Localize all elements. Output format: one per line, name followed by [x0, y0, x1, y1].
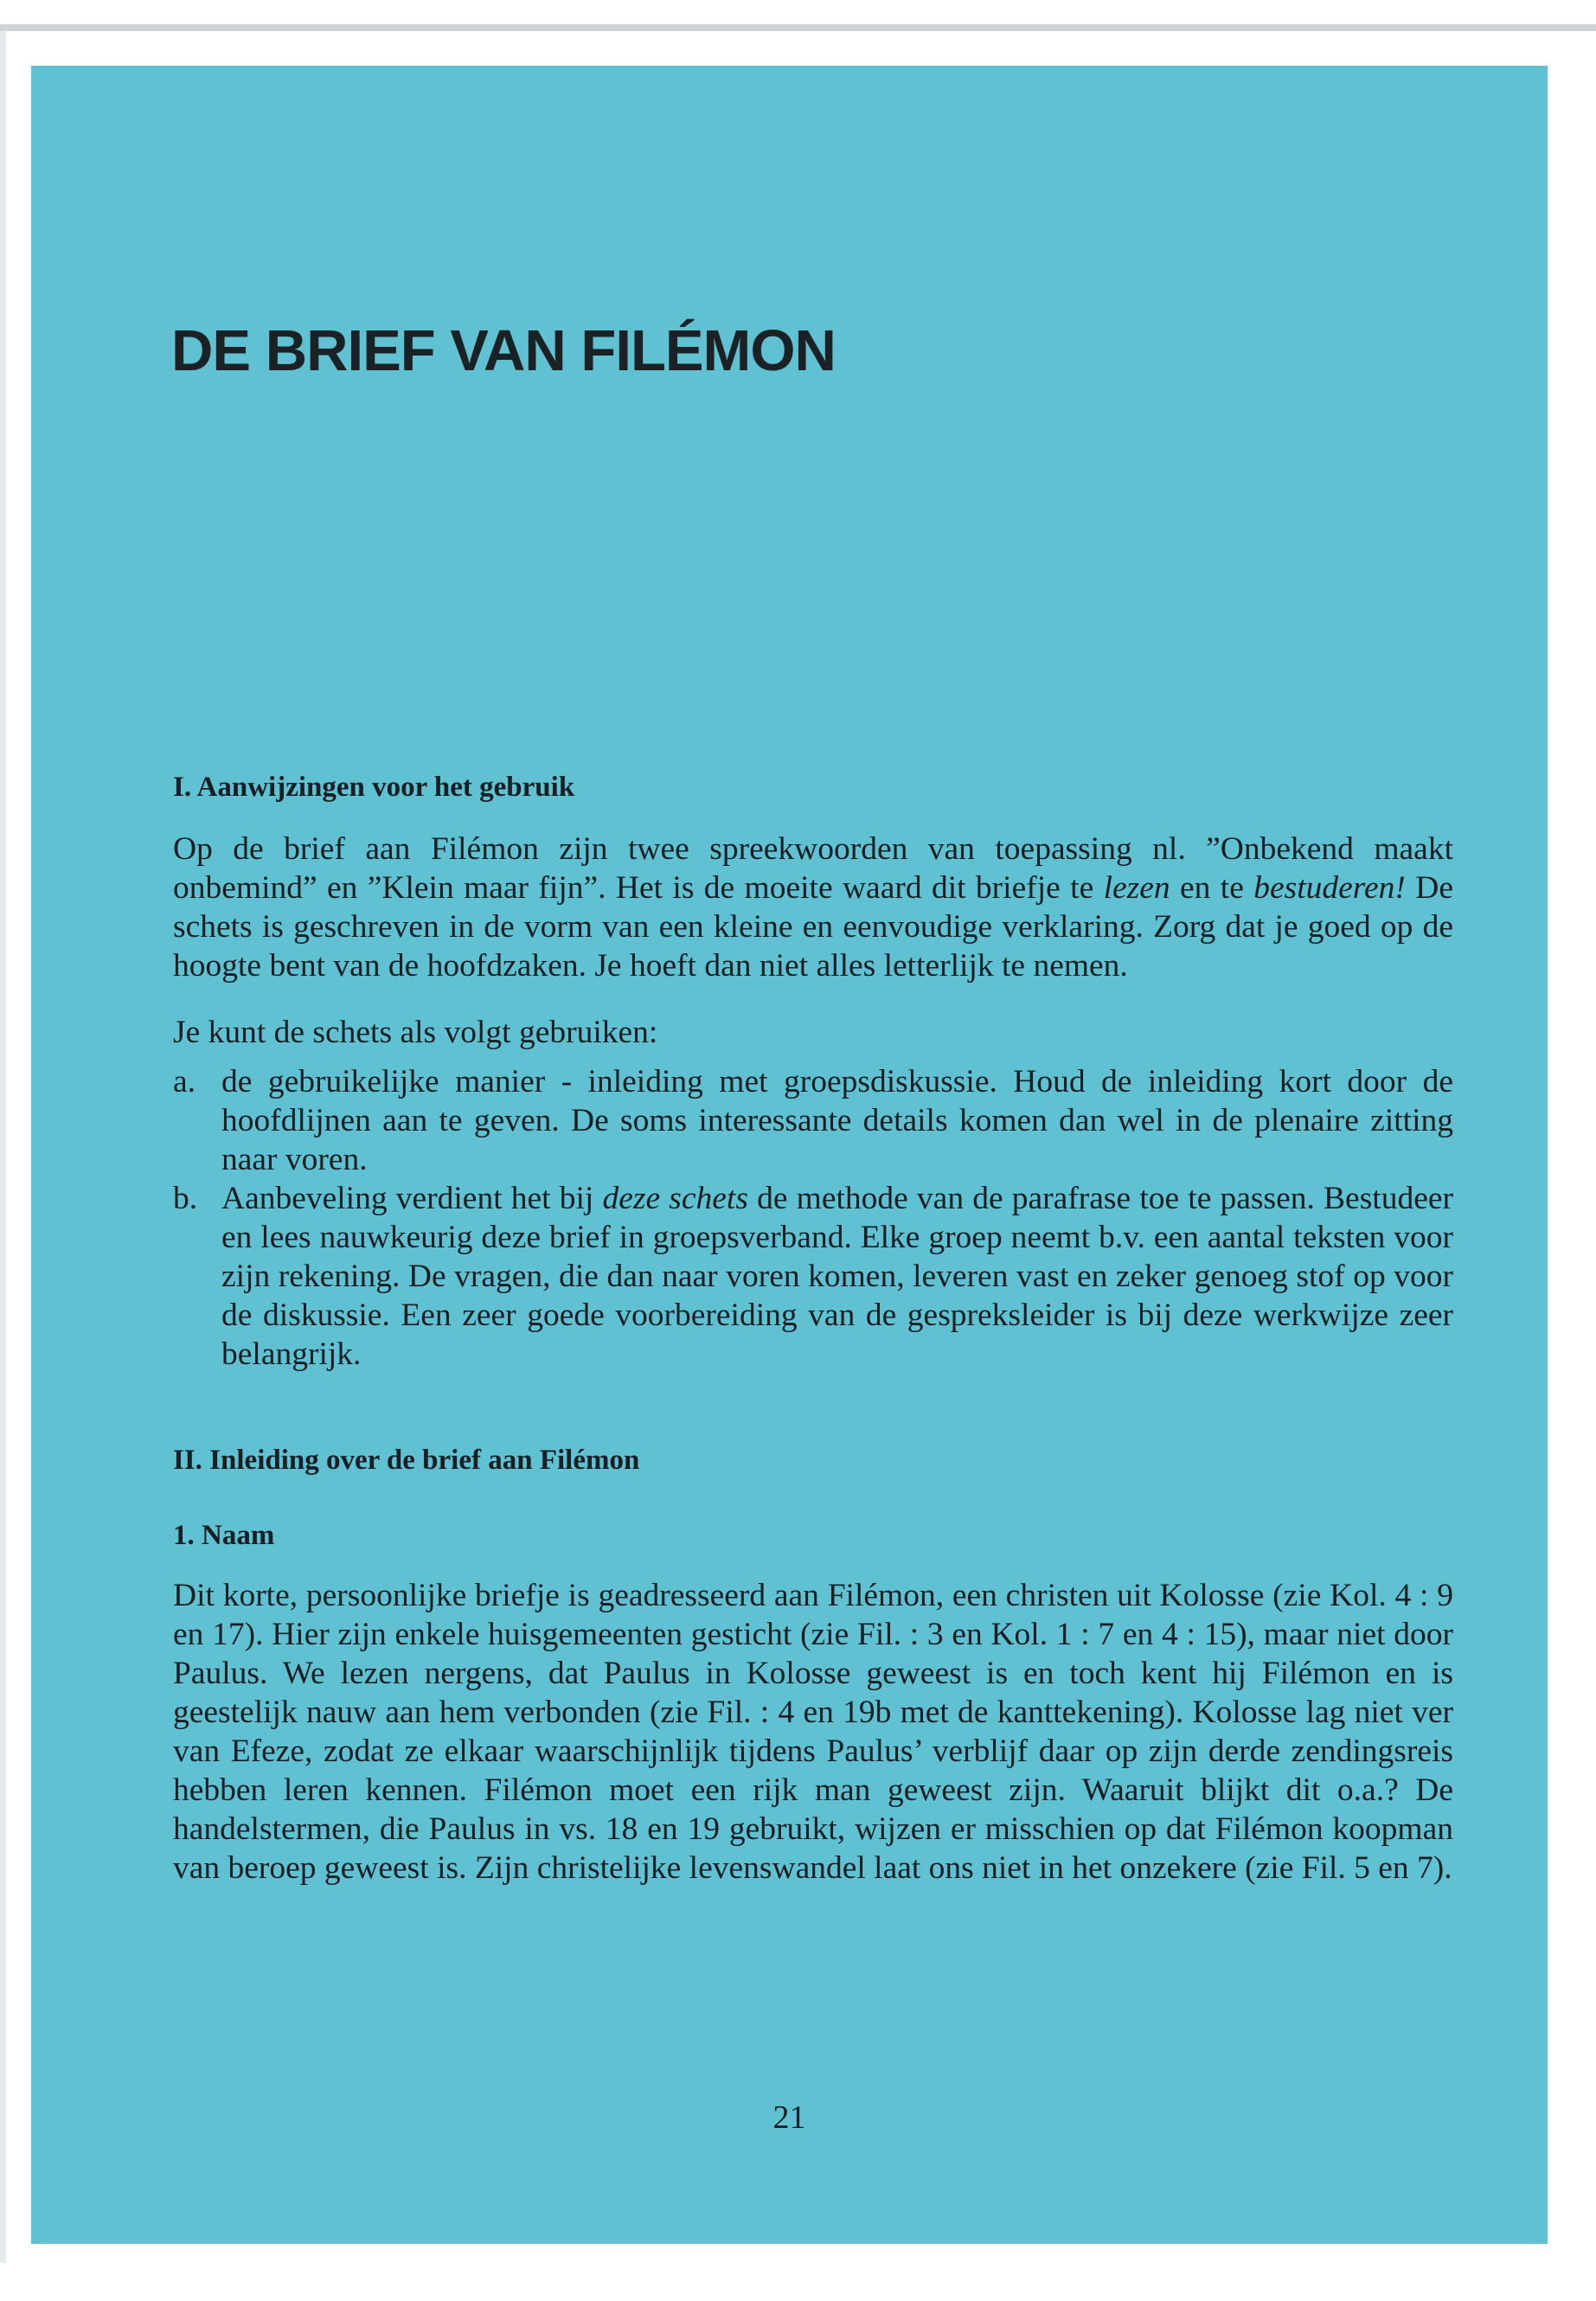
emphasis-bestuderen: bestuderen! — [1253, 870, 1406, 906]
section-2-paragraph: Dit korte, persoonlijke briefje is geadresseerd aan Filémon, een christen uit Kolosse (zie Kol. 4 : 9 en 17). Hier zijn enkele huisgemeenten gesticht (zie Fil. : 3 en Kol. 1 : 7 en 4 : 15), maar niet door Paulus. We lezen nergens, dat Paulus in Kolosse geweest is en toch kent hij Filémon en is geestelijk nauw aan hem verbonden (zie Fil. : 4 en 19b met de kanttekening). Kolosse lag niet ver van Efeze, zodat ze elkaar waarschijnlijk tijdens Paulus’ verblijf daar op zijn derde zendingsreis hebben leren kennen. Filémon moet een rijk man geweest zijn. Waaruit blijkt dit o.a.? De handelstermen, die Paulus in vs. 18 en 19 gebruikt, wijzen er misschien op dat Filémon koopman van beroep geweest is. Zijn christelijke levenswandel laat ons niet in het onzekere (zie Fil. 5 en 7). — [173, 1578, 1453, 1886]
list-item — [173, 1062, 1453, 1179]
page — [31, 66, 1548, 2244]
item-text-part: Aanbeveling verdient het bij — [221, 1181, 603, 1216]
section-1-heading: I. Aanwijzingen voor het gebruik — [173, 772, 575, 803]
item-text-part: de gebruikelijke manier - inleiding met groepsdiskussie. Houd de inleiding kort door de hoofdlijnen aan te geven. De soms interessante details komen dan wel in de plenaire zitting naar voren. — [221, 1064, 1453, 1177]
list-item — [173, 1179, 1453, 1374]
usage-list — [173, 1062, 1453, 1374]
page-number: 21 — [772, 2099, 806, 2136]
emphasis-lezen: lezen — [1103, 870, 1170, 906]
paragraph-text: en te — [1170, 870, 1254, 906]
page-title: DE BRIEF VAN FILÉMON — [171, 318, 836, 383]
section-1-paragraph — [173, 830, 1453, 985]
list-marker: a. — [173, 1064, 196, 1099]
section-2-heading: II. Inleiding over de brief aan Filémon — [173, 1445, 640, 1476]
emphasis-deze-schets: deze schets — [602, 1181, 748, 1216]
paragraph-text: De schets is geschreven in de vorm van een kleine en eenvoudige verklaring. Zorg dat je goed op de hoogte bent van de hoofdzaken. Je hoeft dan niet alles letterlijk te nemen. — [173, 870, 1453, 984]
subheading-naam: 1. Naam — [173, 1520, 275, 1551]
scan-edge-top — [0, 24, 1596, 31]
list-item-text — [221, 1062, 1453, 1179]
usage-intro: Je kunt de schets als volgt gebruiken: — [173, 1015, 658, 1050]
paragraph-text: Op de brief aan Filémon zijn twee spreekwoorden van toepassing nl. ”Onbekend maakt onbemind” en ”Klein maar fijn”. Het is de moeite waard dit briefje te — [173, 831, 1453, 906]
list-marker: b. — [173, 1181, 198, 1216]
list-item-text — [221, 1179, 1453, 1374]
scan-edge-left — [0, 31, 6, 2263]
item-text-part: de methode van de parafrase toe te passen. Bestudeer en lees nauwkeurig deze brief in groepsverband. Elke groep neemt b.v. een aantal teksten voor zijn rekening. De vragen, die dan naar voren komen, leveren vast en zeker genoeg stof op voor de diskussie. Een zeer goede voorbereiding van de gespreksleider is bij deze werkwijze zeer belangrijk. — [221, 1181, 1453, 1372]
page-content — [173, 768, 1453, 1888]
